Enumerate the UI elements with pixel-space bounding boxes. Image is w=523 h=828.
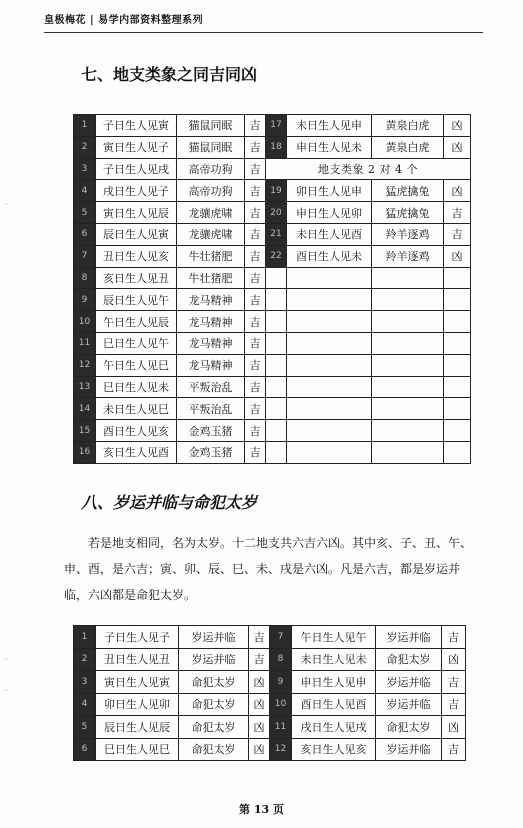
row-result: 凶	[249, 716, 270, 739]
row-result: 吉	[245, 311, 266, 333]
row-description: 亥日生人见酉	[96, 441, 177, 463]
table-row	[74, 223, 471, 245]
row-description: 未日生人见酉	[287, 223, 372, 245]
empty-cell	[444, 332, 471, 354]
empty-cell	[287, 354, 372, 376]
row-result: 吉	[444, 223, 471, 245]
empty-cell	[266, 398, 287, 420]
row-description: 亥日生人见亥	[292, 738, 376, 761]
row-number: 6	[74, 738, 96, 761]
empty-cell	[266, 289, 287, 311]
row-number: 7	[74, 245, 96, 267]
row-image-label: 岁运并临	[179, 648, 249, 671]
row-number: 21	[266, 223, 287, 245]
empty-cell	[444, 441, 471, 463]
row-result: 吉	[245, 223, 266, 245]
row-result: 吉	[442, 671, 466, 694]
row-description: 子日生人见戌	[96, 158, 177, 180]
row-number: 16	[74, 441, 96, 463]
row-result: 吉	[245, 158, 266, 180]
row-number: 13	[74, 376, 96, 398]
section-7-title: 七、地支类象之同吉同凶	[81, 65, 258, 84]
row-image-label: 龙骧虎啸	[177, 202, 245, 224]
group-note: 地支类象 2 对 4 个	[266, 158, 471, 180]
table-row	[74, 693, 466, 716]
row-image-label: 岁运并临	[376, 693, 442, 716]
row-image-label: 平叛治乱	[177, 398, 245, 420]
empty-cell	[287, 267, 372, 289]
empty-cell	[372, 332, 444, 354]
row-image-label: 龙骧虎啸	[177, 223, 245, 245]
margin-mark: ·	[5, 200, 8, 210]
empty-cell	[444, 398, 471, 420]
row-result: 吉	[245, 245, 266, 267]
row-result: 吉	[442, 626, 466, 649]
section-8-paragraph: 若是地支相同，名为太岁。十二地支共六吉六凶。其中亥、子、丑、午、申、酉，是六吉；寅、卯、辰、巳、未、戌是六凶。凡是六吉，都是岁运并临，六凶都是命犯太岁。	[64, 536, 473, 602]
row-image-label: 龙马精神	[177, 332, 245, 354]
row-result: 凶	[249, 693, 270, 716]
table-row	[74, 202, 471, 224]
row-number: 1	[74, 115, 96, 137]
empty-cell	[444, 376, 471, 398]
row-image-label: 岁运并临	[376, 671, 442, 694]
table-row	[74, 716, 466, 739]
empty-cell	[372, 354, 444, 376]
row-result: 吉	[245, 202, 266, 224]
row-image-label: 羚羊逐鸡	[372, 245, 444, 267]
margin-mark: ·	[5, 655, 8, 665]
empty-cell	[266, 354, 287, 376]
row-image-label: 高帝功狗	[177, 158, 245, 180]
page-number: 第 13 页	[239, 803, 284, 816]
row-result: 吉	[249, 626, 270, 649]
table-row	[74, 311, 471, 333]
row-result: 吉	[442, 693, 466, 716]
empty-cell	[444, 267, 471, 289]
table-row	[74, 289, 471, 311]
row-number: 22	[266, 245, 287, 267]
table-row	[74, 136, 471, 158]
table-row	[74, 115, 471, 137]
section-8-title: 八、岁运并临与命犯太岁	[81, 493, 258, 512]
row-image-label: 命犯太岁	[179, 671, 249, 694]
empty-cell	[372, 311, 444, 333]
row-description: 申日生人见未	[287, 136, 372, 158]
row-result: 吉	[245, 441, 266, 463]
empty-cell	[266, 441, 287, 463]
row-description: 子日生人见子	[96, 626, 179, 649]
row-result: 吉	[442, 738, 466, 761]
row-image-label: 黄泉白虎	[372, 115, 444, 137]
table-row	[74, 738, 466, 761]
row-image-label: 金鸡玉猪	[177, 441, 245, 463]
row-description: 戌日生人见子	[96, 180, 177, 202]
row-result: 吉	[245, 332, 266, 354]
row-image-label: 命犯太岁	[179, 716, 249, 739]
row-number: 10	[74, 311, 96, 333]
row-description: 未日生人见巳	[96, 398, 177, 420]
row-image-label: 牛壮猪肥	[177, 267, 245, 289]
empty-cell	[266, 420, 287, 442]
table-row	[74, 398, 471, 420]
branch-image-table	[73, 114, 471, 464]
row-description: 申日生人见申	[292, 671, 376, 694]
row-number: 4	[74, 693, 96, 716]
row-description: 卯日生人见申	[287, 180, 372, 202]
empty-cell	[287, 332, 372, 354]
row-result: 吉	[245, 267, 266, 289]
empty-cell	[266, 311, 287, 333]
table-row	[74, 158, 471, 180]
row-result: 凶	[444, 136, 471, 158]
empty-cell	[444, 354, 471, 376]
row-result: 凶	[442, 648, 466, 671]
row-image-label: 岁运并临	[376, 738, 442, 761]
row-result: 凶	[444, 245, 471, 267]
empty-cell	[287, 311, 372, 333]
margin-mark: ·	[5, 686, 8, 696]
row-result: 吉	[245, 376, 266, 398]
row-number: 4	[74, 180, 96, 202]
row-number: 10	[270, 693, 292, 716]
row-description: 申日生人见卯	[287, 202, 372, 224]
row-result: 凶	[444, 115, 471, 137]
row-number: 11	[74, 332, 96, 354]
row-image-label: 岁运并临	[376, 626, 442, 649]
empty-cell	[372, 398, 444, 420]
row-result: 吉	[245, 398, 266, 420]
row-result: 吉	[245, 115, 266, 137]
table-row	[74, 671, 466, 694]
table-row	[74, 267, 471, 289]
row-image-label: 猛虎擒兔	[372, 180, 444, 202]
row-number: 15	[74, 420, 96, 442]
empty-cell	[287, 376, 372, 398]
row-image-label: 龙马精神	[177, 354, 245, 376]
row-image-label: 命犯太岁	[376, 648, 442, 671]
row-description: 酉日生人见酉	[292, 693, 376, 716]
empty-cell	[266, 267, 287, 289]
empty-cell	[287, 420, 372, 442]
empty-cell	[266, 332, 287, 354]
empty-cell	[372, 289, 444, 311]
row-description: 丑日生人见亥	[96, 245, 177, 267]
row-image-label: 龙马精神	[177, 311, 245, 333]
table-row	[74, 626, 466, 649]
row-number: 9	[74, 289, 96, 311]
empty-cell	[372, 420, 444, 442]
row-number: 5	[74, 202, 96, 224]
row-number: 12	[74, 354, 96, 376]
row-description: 寅日生人见辰	[96, 202, 177, 224]
row-description: 巳日生人见未	[96, 376, 177, 398]
row-image-label: 猛虎擒兔	[372, 202, 444, 224]
row-description: 辰日生人见辰	[96, 716, 179, 739]
row-number: 8	[270, 648, 292, 671]
table-row	[74, 180, 471, 202]
row-result: 吉	[245, 180, 266, 202]
row-number: 11	[270, 716, 292, 739]
running-header: 皇极梅花 | 易学内部资料整理系列	[44, 10, 483, 33]
tai-sui-table	[73, 625, 466, 761]
row-image-label: 岁运并临	[179, 626, 249, 649]
row-number: 17	[266, 115, 287, 137]
empty-cell	[444, 420, 471, 442]
row-description: 寅日生人见寅	[96, 671, 179, 694]
row-number: 3	[74, 671, 96, 694]
row-description: 未日生人见申	[287, 115, 372, 137]
row-number: 8	[74, 267, 96, 289]
row-result: 凶	[249, 738, 270, 761]
row-image-label: 命犯太岁	[179, 693, 249, 716]
row-description: 酉日生人见亥	[96, 420, 177, 442]
row-description: 巳日生人见午	[96, 332, 177, 354]
row-number: 18	[266, 136, 287, 158]
row-description: 午日生人见辰	[96, 311, 177, 333]
row-description: 亥日生人见丑	[96, 267, 177, 289]
table-row	[74, 376, 471, 398]
row-result: 吉	[245, 354, 266, 376]
empty-cell	[266, 376, 287, 398]
row-image-label: 猫鼠同眠	[177, 136, 245, 158]
empty-cell	[372, 267, 444, 289]
row-number: 7	[270, 626, 292, 649]
table-row	[74, 354, 471, 376]
table-row	[74, 332, 471, 354]
row-number: 12	[270, 738, 292, 761]
empty-cell	[287, 289, 372, 311]
row-image-label: 金鸡玉猪	[177, 420, 245, 442]
row-description: 午日生人见午	[292, 626, 376, 649]
row-number: 6	[74, 223, 96, 245]
row-image-label: 牛壮猪肥	[177, 245, 245, 267]
row-result: 凶	[442, 716, 466, 739]
row-result: 吉	[245, 136, 266, 158]
row-result: 吉	[444, 202, 471, 224]
row-number: 2	[74, 136, 96, 158]
row-number: 9	[270, 671, 292, 694]
table-row	[74, 245, 471, 267]
row-description: 未日生人见未	[292, 648, 376, 671]
table-row	[74, 420, 471, 442]
empty-cell	[372, 441, 444, 463]
row-image-label: 黄泉白虎	[372, 136, 444, 158]
row-description: 戌日生人见戌	[292, 716, 376, 739]
row-description: 丑日生人见丑	[96, 648, 179, 671]
empty-cell	[444, 311, 471, 333]
row-result: 凶	[444, 180, 471, 202]
row-image-label: 猫鼠同眠	[177, 115, 245, 137]
empty-cell	[444, 289, 471, 311]
row-result: 吉	[245, 289, 266, 311]
row-description: 寅日生人见子	[96, 136, 177, 158]
row-description: 酉日生人见未	[287, 245, 372, 267]
row-description: 辰日生人见寅	[96, 223, 177, 245]
table-row	[74, 441, 471, 463]
row-description: 巳日生人见巳	[96, 738, 179, 761]
row-image-label: 羚羊逐鸡	[372, 223, 444, 245]
empty-cell	[287, 398, 372, 420]
row-number: 1	[74, 626, 96, 649]
row-image-label: 命犯太岁	[179, 738, 249, 761]
row-number: 20	[266, 202, 287, 224]
row-image-label: 高帝功狗	[177, 180, 245, 202]
empty-cell	[372, 376, 444, 398]
row-image-label: 龙马精神	[177, 289, 245, 311]
row-description: 卯日生人见卯	[96, 693, 179, 716]
row-number: 3	[74, 158, 96, 180]
row-result: 吉	[245, 420, 266, 442]
row-result: 吉	[249, 648, 270, 671]
row-description: 午日生人见巳	[96, 354, 177, 376]
empty-cell	[287, 441, 372, 463]
row-number: 19	[266, 180, 287, 202]
row-number: 2	[74, 648, 96, 671]
row-result: 凶	[249, 671, 270, 694]
table-row	[74, 648, 466, 671]
row-description: 辰日生人见午	[96, 289, 177, 311]
row-description: 子日生人见寅	[96, 115, 177, 137]
row-image-label: 平叛治乱	[177, 376, 245, 398]
row-number: 14	[74, 398, 96, 420]
row-number: 5	[74, 716, 96, 739]
row-image-label: 命犯太岁	[376, 716, 442, 739]
